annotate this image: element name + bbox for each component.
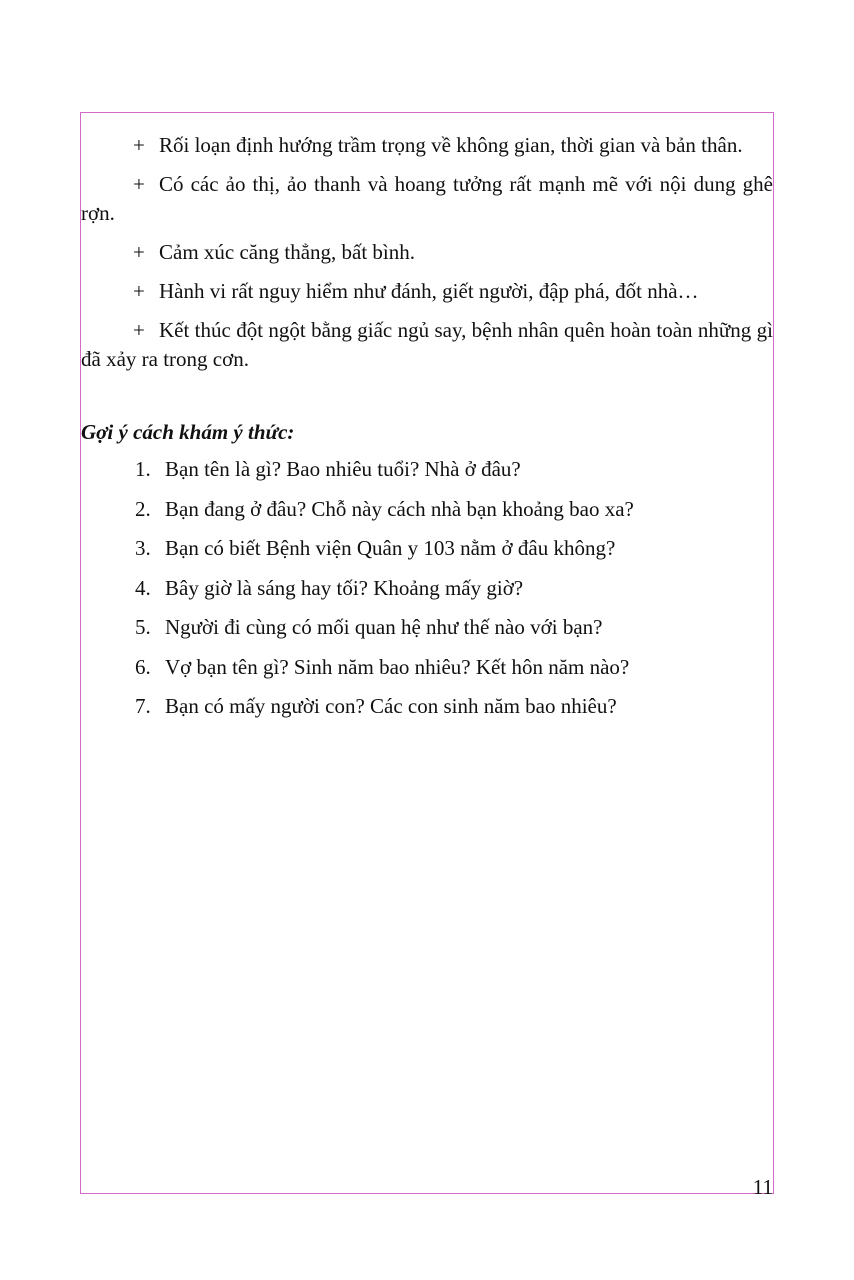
question-text: Người đi cùng có mối quan hệ như thế nào với bạn?	[165, 615, 603, 639]
question-text: Bạn đang ở đâu? Chỗ này cách nhà bạn khoảng bao xa?	[165, 496, 634, 521]
bullet-marker: +	[133, 318, 145, 342]
question-number: 5.	[135, 615, 151, 639]
question-item	[81, 613, 773, 642]
question-number: 3.	[135, 536, 151, 560]
bullet-marker: +	[133, 279, 145, 303]
bullet-marker: +	[133, 240, 145, 264]
question-item	[81, 653, 773, 682]
question-number: 4.	[135, 575, 151, 600]
question-number: 1.	[135, 457, 151, 481]
question-number: 7.	[135, 694, 151, 718]
symptom-item	[81, 238, 773, 267]
page-content	[81, 131, 773, 732]
symptom-text: Hành vi rất nguy hiểm như đánh, giết người, đập phá, đốt nhà…	[159, 279, 699, 303]
section-heading: Gợi ý cách khám ý thức:	[81, 420, 295, 444]
bullet-marker: +	[133, 133, 145, 157]
symptom-item	[81, 170, 773, 228]
question-item	[81, 455, 773, 484]
question-text: Vợ bạn tên gì? Sinh năm bao nhiêu? Kết hôn năm nào?	[165, 654, 630, 679]
question-text: Bạn có mấy người con? Các con sinh năm bao nhiêu?	[165, 694, 617, 718]
symptom-item	[81, 316, 773, 374]
question-text: Bây giờ là sáng hay tối? Khoảng mấy giờ?	[165, 575, 524, 600]
symptom-text: Cảm xúc căng thẳng, bất bình.	[159, 240, 416, 264]
question-number: 2.	[135, 496, 151, 521]
question-list	[81, 455, 773, 721]
symptom-item	[81, 131, 773, 160]
question-item	[81, 495, 773, 524]
page-number: 11	[752, 1175, 773, 1199]
question-item	[81, 534, 773, 563]
bullet-marker: +	[133, 172, 145, 196]
symptom-text: Kết thúc đột ngột bằng giấc ngủ say, bệnh nhân quên hoàn toàn những gì đã xảy ra trong cơn.	[81, 318, 773, 371]
symptom-text: Rối loạn định hướng trầm trọng về không gian, thời gian và bản thân.	[159, 133, 743, 157]
symptom-item	[81, 277, 773, 306]
question-number: 6.	[135, 654, 151, 679]
symptom-text: Có các ảo thị, ảo thanh và hoang tưởng rất mạnh mẽ với nội dung ghê rợn.	[81, 172, 773, 225]
question-text: Bạn có biết Bệnh viện Quân y 103 nằm ở đâu không?	[165, 536, 616, 560]
question-item	[81, 574, 773, 603]
question-item	[81, 692, 773, 721]
question-text: Bạn tên là gì? Bao nhiêu tuổi? Nhà ở đâu?	[165, 457, 521, 481]
